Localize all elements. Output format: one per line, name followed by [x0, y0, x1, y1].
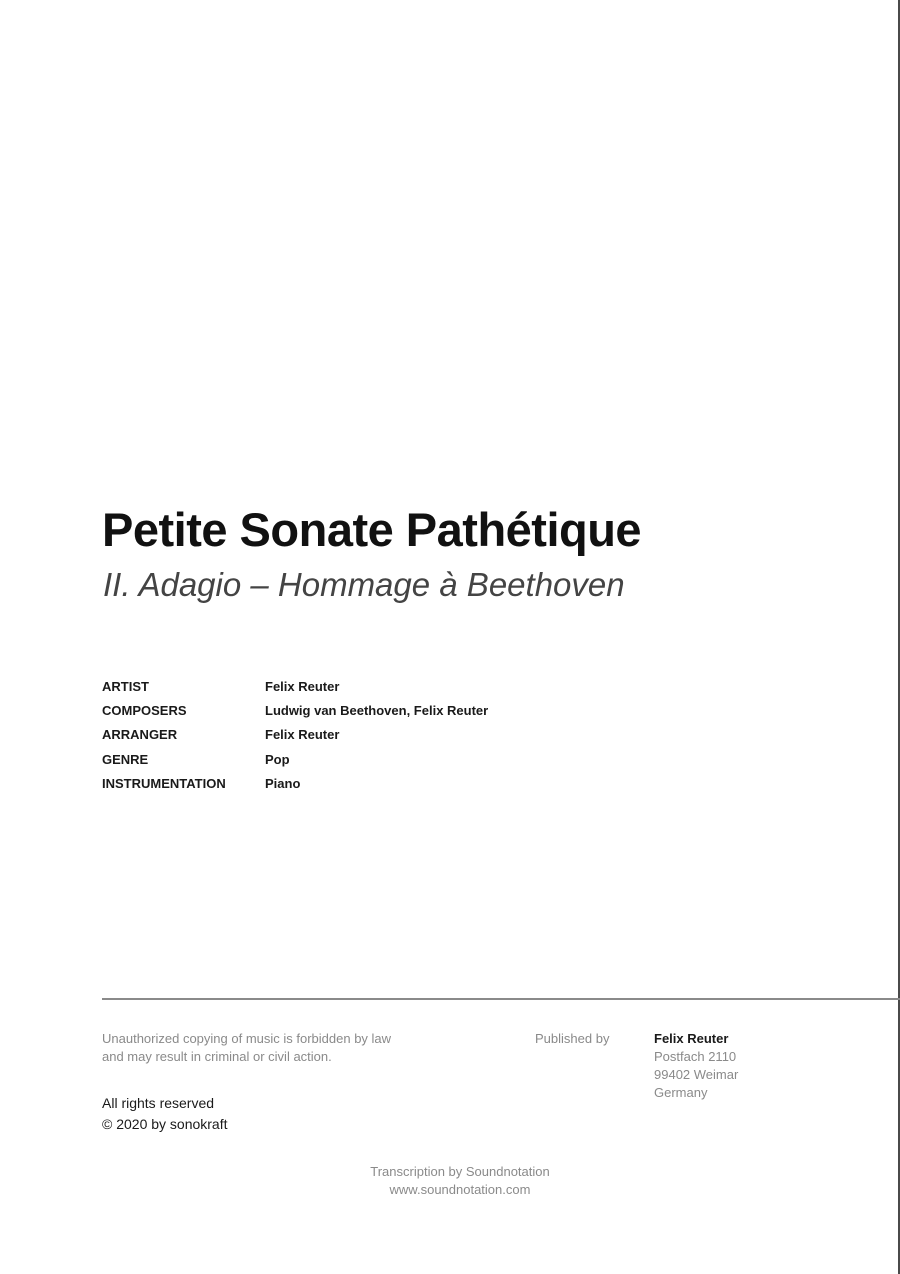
metadata-label: GENRE — [102, 751, 149, 767]
copy-warning-line: and may result in criminal or civil action. — [102, 1049, 332, 1064]
metadata-row-instrumentation — [102, 771, 488, 795]
metadata-label: INSTRUMENTATION — [102, 775, 226, 791]
rights-line: All rights reserved — [102, 1095, 215, 1111]
metadata-row-artist — [102, 674, 488, 698]
metadata-value: Pop — [265, 751, 290, 767]
copy-warning-line: Unauthorized copying of music is forbidden by law — [102, 1031, 392, 1046]
rights-notice — [102, 1093, 228, 1135]
metadata-label: COMPOSERS — [102, 702, 187, 718]
published-by-label: Published by — [535, 1031, 610, 1046]
metadata-value: Felix Reuter — [265, 727, 340, 743]
metadata-value: Felix Reuter — [265, 678, 340, 694]
metadata-value: Ludwig van Beethoven, Felix Reuter — [265, 702, 489, 718]
metadata-row-genre — [102, 747, 488, 771]
metadata-label: ARRANGER — [102, 727, 178, 743]
metadata-row-composers — [102, 698, 488, 722]
footer-divider — [102, 998, 900, 1000]
publisher-address-line: Germany — [654, 1085, 708, 1100]
metadata-row-arranger — [102, 723, 488, 747]
copy-warning — [102, 1030, 462, 1066]
page-subtitle: II. Adagio – Hommage à Beethoven — [103, 566, 625, 603]
copyright-line: © 2020 by sonokraft — [102, 1116, 228, 1132]
publisher-name: Felix Reuter — [654, 1031, 729, 1046]
page-title: Petite Sonate Pathétique — [102, 503, 642, 556]
publisher-address-line: 99402 Weimar — [654, 1067, 739, 1082]
transcription-credits — [0, 1163, 900, 1199]
metadata-label: ARTIST — [102, 678, 149, 694]
publisher-block — [654, 1030, 738, 1102]
metadata-table — [102, 674, 488, 795]
metadata-value: Piano — [265, 775, 301, 791]
website-link[interactable]: www.soundnotation.com — [389, 1182, 531, 1197]
publisher-address-line: Postfach 2110 — [654, 1049, 737, 1064]
transcription-credit: Transcription by Soundnotation — [370, 1164, 550, 1179]
